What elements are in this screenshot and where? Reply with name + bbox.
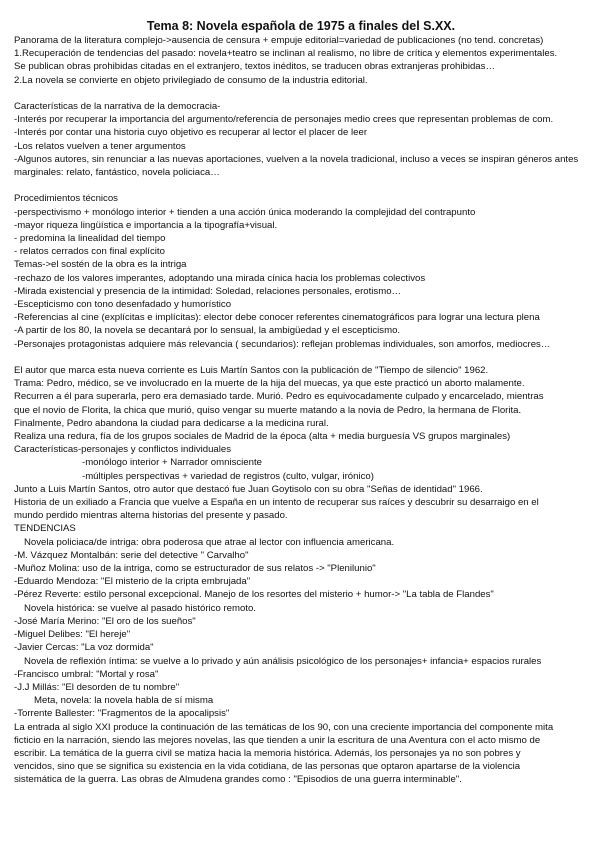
text-line: Se publican obras prohibidas citadas en el extranjero, textos inéditos, se traducen obras extranjeras prohibidas… [14,61,496,73]
text-line: -múltiples perspectivas + variedad de registros (culto, vulgar, irónico) [82,470,374,482]
text-line: -Javier Cercas: "La voz dormida" [14,642,154,654]
text-line: -Miguel Delibes: "El hereje" [14,629,131,641]
text-line: Novela de reflexión íntima: se vuelve a lo privado y aún análisis psicológico de los personajes+ infancia+ espacios rurales [24,655,542,667]
text-line: -perspectivismo + monólogo interior + tienden a una acción única moderando la complejidad del contrapunto [14,206,476,218]
text-line: -Algunos autores, sin renunciar a las nuevas aportaciones, vuelven a la novela tradicional, incluso a veces se inspiran géneros antes marginales: relato, fantástico, novela policiaca… [14,153,579,179]
blank-line [14,351,588,364]
text-line: TENDENCIAS [14,523,76,535]
text-line: Historia de un exiliado a Francia que vuelve a España en un intento de recuperar sus raíces y descubrir su desarraigo en el [14,497,539,509]
text-line: -M. Vázquez Montalbán: serie del detective " Carvalho" [14,549,249,561]
text-line: -José María Merino: "El oro de los sueños" [14,615,196,627]
blank-line [14,179,588,192]
text-line: Características de la narrativa de la democracia- [14,101,221,112]
text-line: Recurren a él para superarla, pero era demasiado tarde. Murió. Pedro es equivocadamente culpado y encarcelado, mientras [14,391,544,403]
text-line: ficticio en la narración, siendo las mejores novelas, las que tienden a unir la escritura de una Aventura con el acto mismo de [14,734,541,746]
text-line: Novela histórica: se vuelve al pasado histórico remoto. [24,602,256,614]
document-body [14,34,588,787]
text-line: sistemática de la guerra. Las obras de Almudena grandes como : "Episodios de una guerra interminable". [14,774,462,786]
text-line: La entrada al siglo XXI produce la continuación de las temáticas de los 90, con una creciente importancia del componente mita [14,721,554,733]
text-line: -Muñoz Molina: uso de la intriga, como se estructurador de sus relatos -> "Plenilunio" [14,563,376,575]
text-line: escribir. La temática de la guerra civil se matiza hacia la memoria histórica. Además, los personajes ya no son pobres y [14,747,521,759]
text-line: -A partir de los 80, la novela se decantará por lo sensual, la ambigüedad y el escepticismo. [14,325,401,337]
text-line: que el novio de Florita, la chica que murió, quiso vengar su muerte matando a la novia de Pedro, la hermana de Florita. [14,404,522,416]
text-line: -J.J Millás: "El desorden de tu nombre" [14,681,180,693]
document-title: Tema 8: Novela española de 1975 a finales del S.XX. [146,19,456,33]
text-line: Junto a Luis Martín Santos, otro autor que destacó fue Juan Goytisolo con su obra "Señas de identidad" 1966. [14,483,483,495]
text-line: -Escepticismo con tono desenfadado y humorístico [14,299,232,311]
text-line: Trama: Pedro, médico, se ve involucrado en la muerte de la hija del muecas, ya que este practicó un aborto malamente. [14,378,525,390]
text-line: -Mirada existencial y presencia de la intimidad: Soledad, relaciones personales, erotismo… [14,285,402,297]
text-line: Realiza una redura, fía de los grupos sociales de Madrid de la época (alta + media burguesía VS grupos marginales) [14,431,511,443]
text-line: Finalmente, Pedro abandona la ciudad para dedicarse a la medicina rural. [14,417,329,429]
text-line: -Personajes protagonistas adquiere más relevancia ( secundarios): reflejan problemas individuales, son amorfos, mediocres… [14,338,551,350]
text-line: -Referencias al cine (explícitas e implícitas): elector debe conocer referentes cinematográficos para lograr una lectura plena [14,312,540,324]
text-line: Novela policiaca/de intriga: obra poderosa que atrae al lector con influencia americana. [24,536,395,548]
text-line: - relatos cerrados con final explícito [14,246,165,258]
text-line: -Pérez Reverte: estilo personal excepcional. Manejo de los resortes del misterio + humor-> "La tabla de Flandes" [14,589,494,601]
text-line: vencidos, sino que se significa su existencia en la vida cotidiana, de las personas que optaron apartarse de la violencia [14,761,521,773]
text-line: -Interés por recuperar la importancia del argumento/referencia de personajes medio crees que representan problemas de com. [14,114,554,126]
text-line: Panorama de la literatura complejo->ausencia de censura + empuje editorial=variedad de publicaciones (no tend. concretas) [14,35,544,46]
text-line: -Francisco umbral: "Mortal y rosa" [14,668,159,680]
text-line: Temas->el sostén de la obra es la intriga [14,259,187,271]
text-line: 1.Recuperación de tendencias del pasado: novela+teatro se inclinan al realismo, no libre de crítica y elementos experimentales. [14,48,558,60]
text-line: -Los relatos vuelven a tener argumentos [14,140,186,152]
text-line: -mayor riqueza lingüística e importancia a la tipografía+visual. [14,219,278,231]
text-line: - predomina la linealidad del tiempo [14,233,166,245]
text-line: Meta, novela: la novela habla de sí misma [34,695,214,707]
text-line: -monólogo interior + Narrador omnisciente [82,457,262,469]
blank-line [14,87,588,100]
text-line: -Interés por contar una historia cuyo objetivo es recuperar al lector el placer de leer [14,127,368,139]
text-line: Procedimientos técnicos [14,193,118,205]
text-line: El autor que marca esta nueva corriente es Luis Martín Santos con la publicación de "Tiempo de silencio" 1962. [14,365,489,377]
text-line: Características-personajes y conflictos individuales [14,444,232,456]
text-line: -Torrente Ballester: "Fragmentos de la apocalipsis" [14,708,230,720]
text-line: 2.La novela se convierte en objeto privilegiado de consumo de la industria editorial. [14,74,368,86]
text-line: mundo perdido mientras alterna historias del presente y pasado. [14,510,288,522]
text-line: -Eduardo Mendoza: "El misterio de la cripta embrujada" [14,576,251,588]
text-line: -rechazo de los valores imperantes, adoptando una mirada cínica hacia los problemas colectivos [14,272,426,284]
